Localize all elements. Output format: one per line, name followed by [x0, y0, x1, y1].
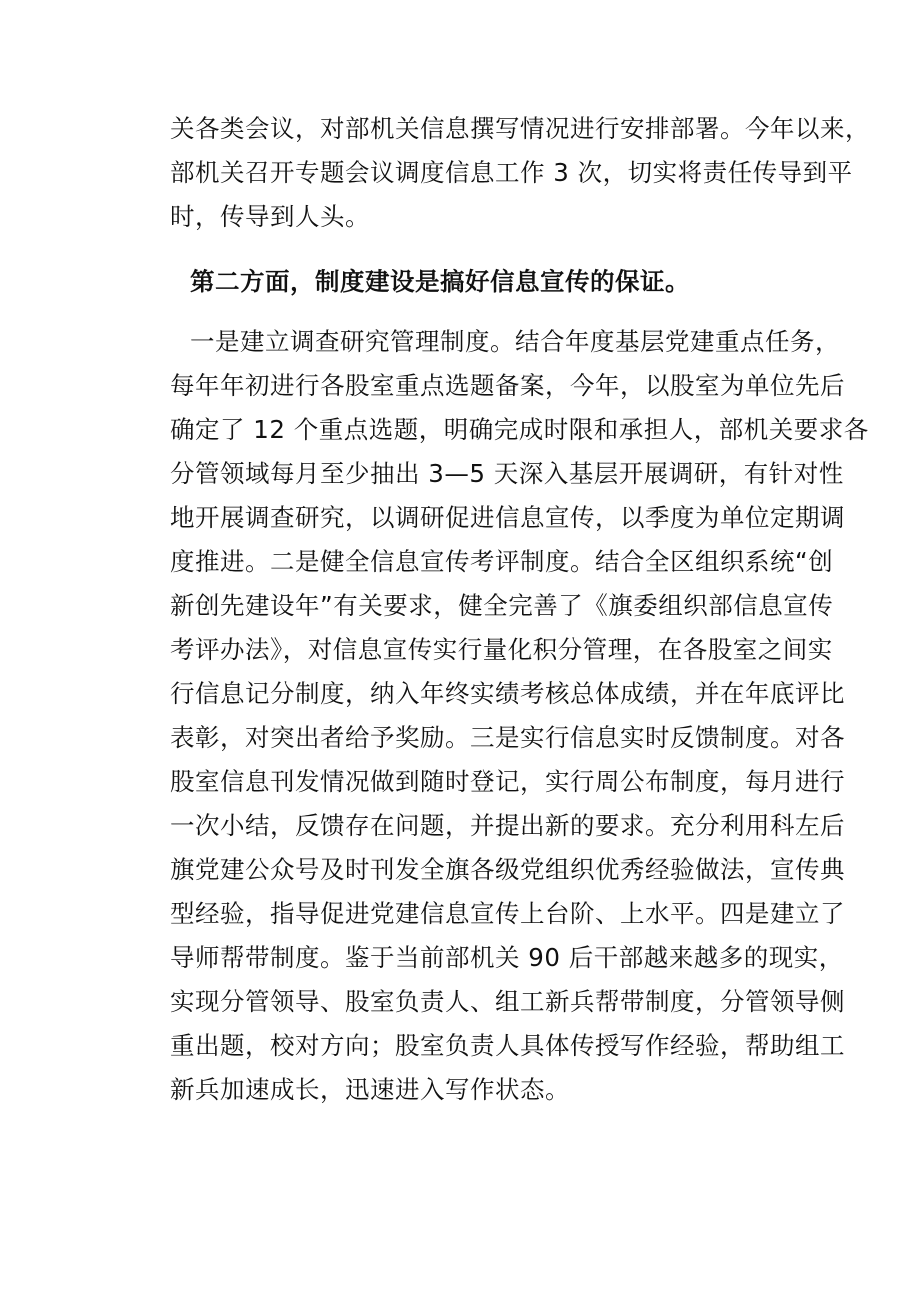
continued-paragraph: [170, 107, 870, 239]
paragraph-line: 确定了 12 个重点选题，明确完成时限和承担人，部机关要求各: [170, 415, 869, 444]
paragraph-line: 部机关召开专题会议调度信息工作 3 次，切实将责任传导到平: [170, 158, 853, 187]
section-heading: 第二方面，制度建设是搞好信息宣传的保证。: [190, 267, 690, 296]
paragraph-line: 型经验，指导促进党建信息宣传上台阶、上水平。四是建立了: [170, 899, 845, 928]
body-paragraph: [170, 320, 869, 1112]
paragraph-line: 重出题，校对方向；股室负责人具体传授写作经验，帮助组工: [170, 1031, 845, 1060]
paragraph-line: 分管领域每月至少抽出 3—5 天深入基层开展调研，有针对性: [170, 459, 844, 488]
paragraph-line: 股室信息刊发情况做到随时登记，实行周公布制度，每月进行: [170, 767, 845, 796]
paragraph-line: 度推进。二是健全信息宣传考评制度。结合全区组织系统“创: [170, 547, 834, 576]
paragraph-line: 旗党建公众号及时刊发全旗各级党组织优秀经验做法，宣传典: [170, 855, 845, 884]
paragraph-line: 行信息记分制度，纳入年终实绩考核总体成绩，并在年底评比: [170, 679, 845, 708]
paragraph-line: 表彰，对突出者给予奖励。三是实行信息实时反馈制度。对各: [170, 723, 845, 752]
paragraph-line: 一次小结，反馈存在问题，并提出新的要求。充分利用科左后: [170, 811, 845, 840]
paragraph-line: 关各类会议，对部机关信息撰写情况进行安排部署。今年以来，: [170, 114, 870, 143]
paragraph-line: 导师帮带制度。鉴于当前部机关 90 后干部越来越多的现实，: [170, 943, 844, 972]
paragraph-line: 时，传导到人头。: [170, 202, 370, 231]
paragraph-line: 新兵加速成长，迅速进入写作状态。: [170, 1075, 570, 1104]
paragraph-line: 实现分管领导、股室负责人、组工新兵帮带制度，分管领导侧: [170, 987, 845, 1016]
paragraph-line: 新创先建设年”有关要求，健全完善了《旗委组织部信息宣传: [170, 591, 834, 620]
paragraph-line: 一是建立调查研究管理制度。结合年度基层党建重点任务，: [190, 327, 840, 356]
paragraph-line: 每年年初进行各股室重点选题备案，今年，以股室为单位先后: [170, 371, 845, 400]
paragraph-line: 考评办法》，对信息宣传实行量化积分管理，在各股室之间实: [170, 635, 833, 664]
paragraph-line: 地开展调查研究，以调研促进信息宣传，以季度为单位定期调: [170, 503, 845, 532]
